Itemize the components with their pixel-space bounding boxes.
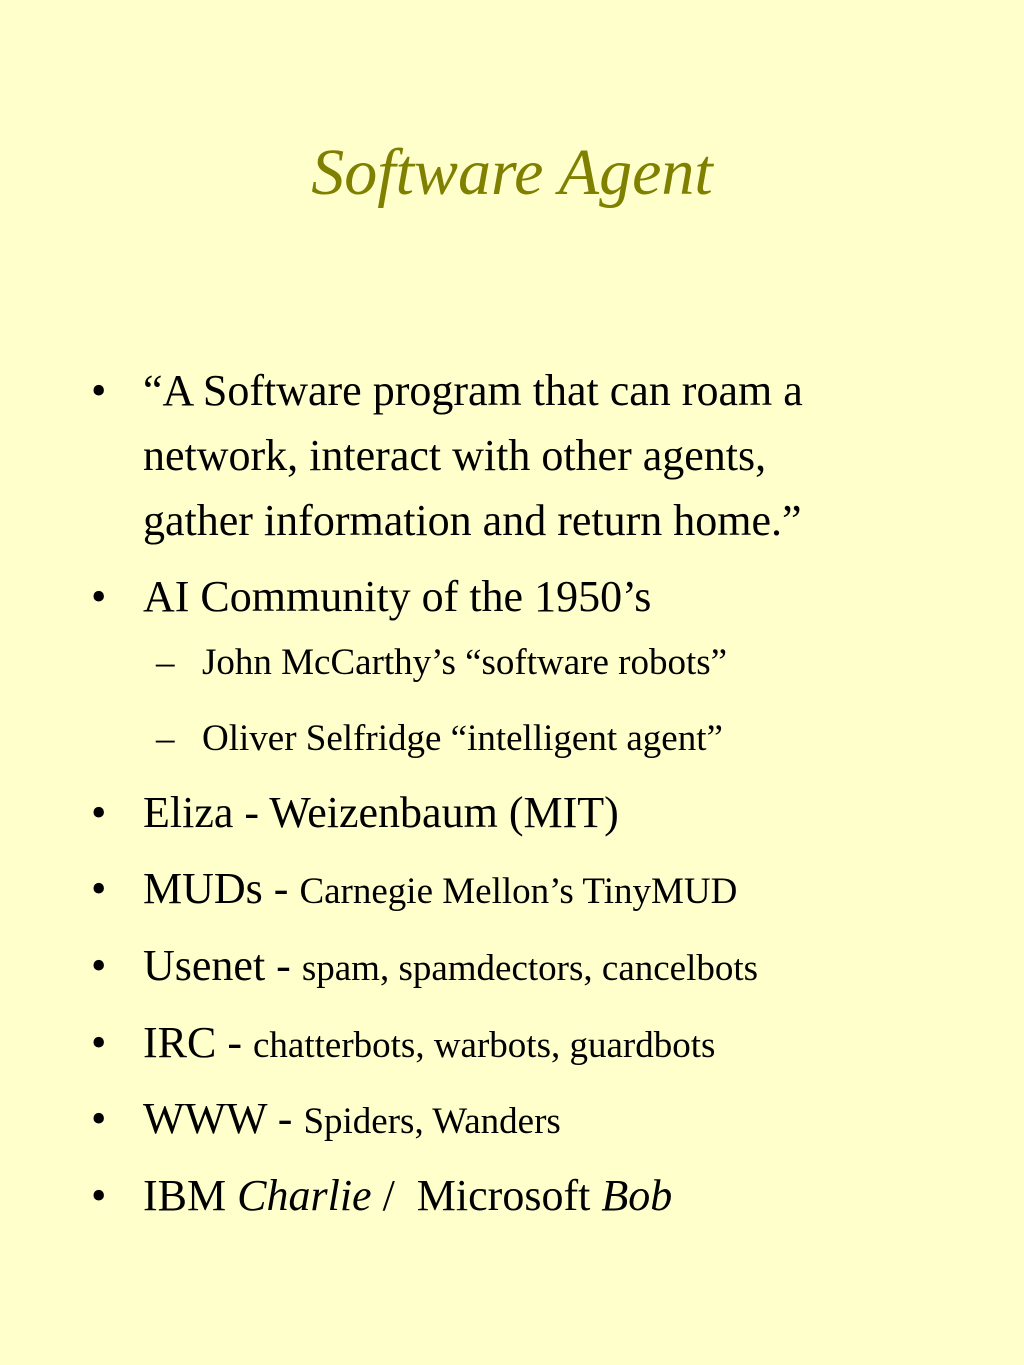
bullet-marker: •	[91, 788, 107, 837]
bullet-part-ibm: IBM	[143, 1171, 238, 1220]
bullet-marker: •	[91, 1094, 107, 1143]
subitem-text: Oliver Selfridge “intelligent agent”	[202, 718, 723, 759]
bullet-item-ai-community	[91, 564, 652, 629]
bullet-detail: Spiders, Wanders	[303, 1101, 561, 1142]
bullet-lead: WWW -	[143, 1094, 304, 1143]
bullet-marker: •	[91, 572, 107, 621]
bullet-marker: •	[91, 1018, 107, 1067]
bullet-detail: spam, spamdectors, cancelbots	[301, 948, 759, 989]
slide-title: Software Agent	[311, 136, 713, 209]
quote-line-2: network, interact with other agents,	[143, 431, 767, 480]
quote-line-3: gather information and return home.”	[143, 496, 802, 545]
bullet-lead: MUDs -	[143, 864, 300, 913]
bullet-item-irc	[91, 1010, 716, 1078]
bullet-marker: •	[91, 864, 107, 913]
dash-marker: –	[156, 718, 175, 759]
subitem-selfridge	[156, 714, 723, 764]
bullet-item-eliza	[91, 780, 619, 845]
bullet-detail: chatterbots, warbots, guardbots	[253, 1025, 716, 1066]
bullet-text: AI Community of the 1950’s	[143, 572, 652, 621]
bullet-detail: Carnegie Mellon’s TinyMUD	[299, 871, 738, 912]
bullet-lead: IRC -	[143, 1018, 253, 1067]
subitem-mccarthy	[156, 638, 728, 688]
bullet-item-usenet	[91, 933, 759, 1001]
bullet-text: Eliza - Weizenbaum (MIT)	[143, 788, 619, 837]
bullet-part-charlie: Charlie	[237, 1171, 372, 1220]
bullet-marker: •	[91, 1171, 107, 1220]
dash-marker: –	[156, 642, 175, 683]
bullet-item-www	[91, 1086, 561, 1154]
bullet-part-microsoft: / Microsoft	[371, 1171, 602, 1220]
subitem-text: John McCarthy’s “software robots”	[202, 642, 728, 683]
bullet-marker: •	[91, 941, 107, 990]
bullet-part-bob: Bob	[601, 1171, 673, 1220]
quote-line-1: “A Software program that can roam a	[143, 366, 803, 415]
bullet-item-quote	[91, 358, 803, 423]
bullet-item-muds	[91, 856, 738, 924]
bullet-item-quote-continued	[143, 488, 802, 553]
bullet-marker: •	[91, 366, 107, 415]
bullet-item-ibm-microsoft	[91, 1163, 673, 1228]
bullet-lead: Usenet -	[143, 941, 302, 990]
bullet-item-quote-continued	[143, 423, 766, 488]
